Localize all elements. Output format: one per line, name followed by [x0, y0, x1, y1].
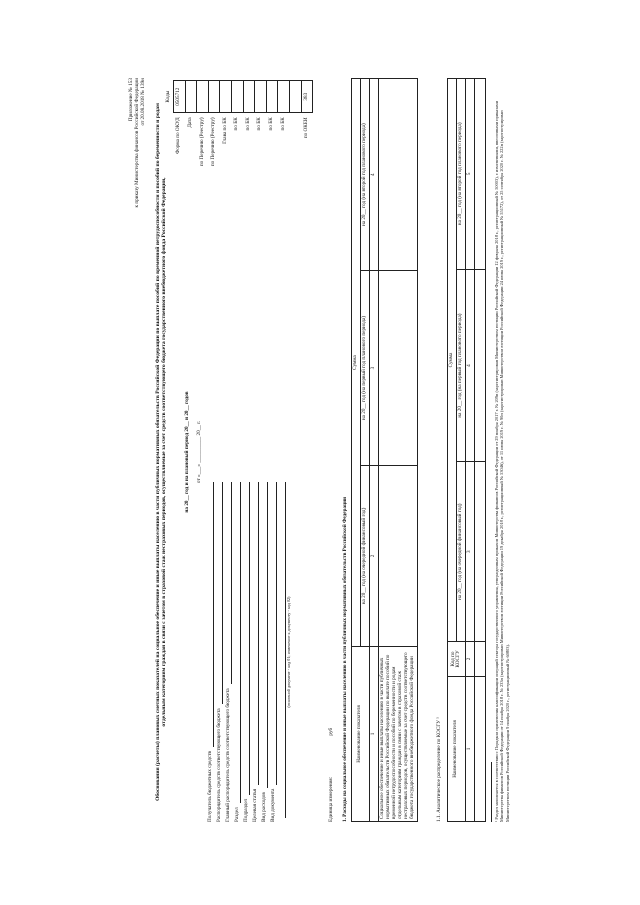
field-row[interactable]: Получатель бюджетных средств [205, 482, 214, 822]
codes-header: Коды [165, 90, 172, 103]
table-cell[interactable] [474, 642, 485, 677]
appendix-order: к приказу Министерства финансов Российской Федерации [133, 78, 140, 208]
code-label: по БК [233, 117, 240, 131]
col-num: 2 [369, 465, 378, 646]
code-value-okei: 383 [301, 81, 313, 113]
section-1-1-title: 1.1. Аналитическое распределение по КОСГУ ¹ [436, 717, 442, 822]
col-num: 5 [465, 79, 474, 270]
section-1-title: 1. Расходы на социальное обеспечение и иные выплаты населению в части публичных нормативных обязательств Российской Федерации [342, 496, 348, 822]
code-label: Глава по БК [221, 117, 228, 144]
code-label: по Перечню (Реестру) [198, 117, 205, 167]
code-label: по Перечню (Реестру) [210, 117, 217, 167]
table-cell[interactable] [474, 79, 485, 270]
code-label: по БК [256, 117, 263, 131]
col-num: 1 [369, 647, 378, 822]
field-row[interactable] [277, 482, 286, 822]
col-header-year3: на 20__ год (на второй год планового периода) [456, 79, 465, 270]
codes-table [165, 80, 313, 190]
col-header-year3: на 20__ год (на второй год планового периода) [360, 79, 369, 271]
form-date-line: от «___» __________ 20__ г. [196, 420, 202, 484]
footnote-rule [491, 762, 492, 822]
section-1-table [351, 78, 418, 822]
field-row[interactable]: Главный распорядитель средств соответствующего бюджета [223, 482, 232, 822]
code-value-okud: 0505712 [174, 81, 186, 113]
col-header-year2: на 20__ год (на первый год планового периода) [360, 271, 369, 466]
code-value [197, 81, 209, 113]
code-label-okud: Форма по ОКУД [175, 117, 182, 154]
col-num: 3 [465, 462, 474, 642]
col-header-name: Наименование показателя [448, 677, 466, 822]
appendix-number: Приложение № 153 [128, 78, 134, 122]
code-label-date: Дата [186, 117, 193, 128]
code-value [289, 81, 301, 113]
code-value [185, 81, 197, 113]
table-cell[interactable] [474, 462, 485, 642]
table-cell[interactable] [474, 269, 485, 462]
field-row[interactable]: Распорядитель средств соответствующего бюджета [214, 482, 223, 822]
col-header-year2: на 20__ год (на первый год планового периода) [456, 269, 465, 462]
unit-row: Единица измерения: руб [328, 727, 334, 822]
footnote [491, 82, 510, 822]
col-header-kosgu: Код по КОСГУ [448, 642, 466, 677]
appendix-date: от 20.08.2018 № 139н [139, 78, 146, 126]
form-period: на 20__ год и на плановый период 20__ и 20__ годов [184, 391, 190, 513]
col-num: 4 [465, 269, 474, 462]
code-label: по БК [244, 117, 251, 131]
section-1-1-table [447, 78, 486, 822]
col-header-year1: на 20__ год (на очередной финансовый год) [360, 465, 369, 646]
code-value [208, 81, 220, 113]
rotated-form-sheet [125, 72, 515, 832]
col-header-name: Наименование показателя [352, 647, 370, 822]
document-type-hint: (основной документ - код 01; изменение к документу - код 02) [286, 596, 291, 708]
field-row[interactable]: Раздел [232, 482, 241, 822]
appendix-header [129, 78, 147, 298]
unit-value: руб [328, 727, 334, 736]
field-row[interactable]: Подраздел [241, 482, 250, 822]
table-cell[interactable] [378, 271, 417, 466]
code-label: по БК [268, 117, 275, 131]
form-title: Обоснования (расчеты) плановых сметных показателей на социальное обеспечение и иные выплаты населению в части публичных нормативных обязательств Российской Федерации по выплате пособий по временной нетрудоспособности и пособий по беременности и родам отдельным категориям граждан в связи с зачетом в страховой стаж нестраховых периодов, осуществляемые за счет средств соответствующего бюджета государственного внебюджетного фонда Российской Федерации, [155, 103, 168, 801]
col-header-sum: Сумма [352, 79, 361, 647]
col-num: 1 [465, 677, 474, 822]
code-label: по БК [279, 117, 286, 131]
table-cell[interactable] [378, 79, 417, 271]
col-header-sum: Сумма [448, 79, 457, 642]
code-label [289, 113, 301, 190]
header-fields [205, 482, 292, 822]
code-value [231, 81, 243, 113]
col-num: 2 [465, 642, 474, 677]
code-value [220, 81, 232, 113]
code-value [278, 81, 290, 113]
table-row-label: Социальное обеспечение и иные выплаты населению в части публичных нормативных обязательств Российской Федерации по выплате пособий по временной нетрудоспособности и пособий по беременности и родам отдельным категориям граждан в связи с зачетом в страховой стаж нестраховых периодов, осуществляемые за счет средств соответствующего бюджета государственного внебюджетного фонда Российской Федерации [378, 647, 417, 822]
field-row[interactable]: Вид документа [268, 482, 277, 822]
col-num: 3 [369, 271, 378, 466]
code-label-okei: по ОКЕИ [302, 117, 309, 139]
table-cell[interactable] [474, 677, 485, 822]
code-value [266, 81, 278, 113]
table-cell[interactable] [378, 465, 417, 646]
code-value [243, 81, 255, 113]
col-num: 4 [369, 79, 378, 271]
field-row[interactable]: Целевая статья [250, 482, 259, 822]
col-header-year1: на 20__ год (на очередной финансовый год) [456, 462, 465, 642]
code-value [255, 81, 267, 113]
footnote-text: ¹ Раздел заполняется в соответствии с Порядком применения классификации операций сектора государственного управления, утвержденным приказом Министерства финансов Российской Федерации от 29 ноября 2017 г. № 209н (зарегистрирован Министерством юстиции Российской Федерации 12 февраля 2018 г., регистрационный № 50003), с изменениями, внесенными приказами Министерства финансов Российской Федерации от 14 ноября 2018 г. № 233н (зарегистрирован Министерством юстиции Российской Федерации 19 декабря 2018 г., регистрационный № 53046), от 11 июня 2019 г. № 90н (зарегистрирован Министерством юстиции Российской Федерации 24 июня 2019 г., регистрационный № 55172), от 25 сентября 2020 г. № 222н (зарегистрирован Министерством юстиции Российской Федерации 9 ноября 2020 г., регистрационный № 60803). [494, 100, 510, 822]
field-row[interactable]: Вид расходов [259, 482, 268, 822]
